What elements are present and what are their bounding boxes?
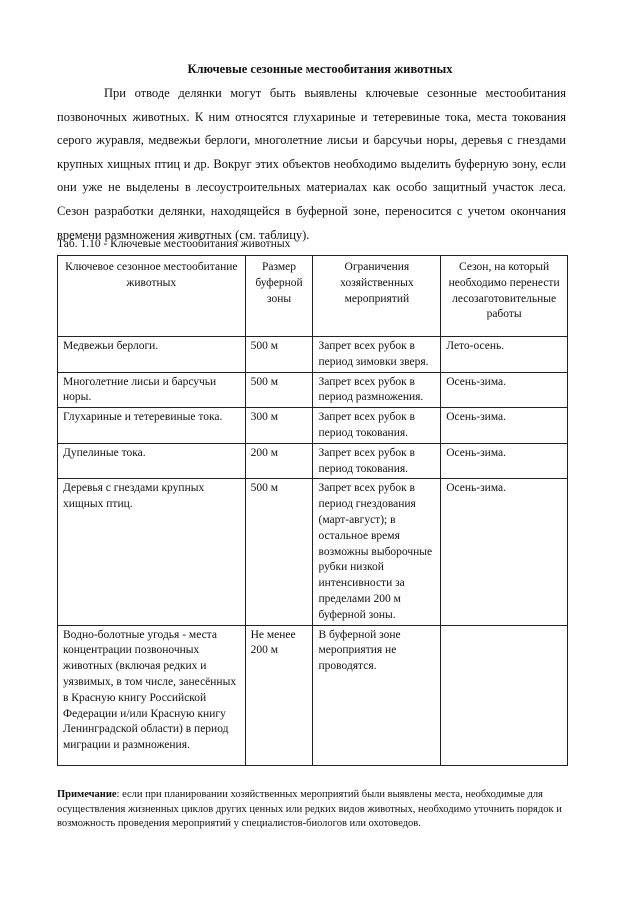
cell-buffer: 500 м: [245, 372, 313, 408]
cell-restrictions: Запрет всех рубок в период размножения.: [313, 372, 441, 408]
table-row: [58, 372, 568, 408]
cell-restrictions: Запрет всех рубок в период токования.: [313, 443, 441, 479]
cell-buffer: 200 м: [245, 443, 313, 479]
cell-buffer: 300 м: [245, 408, 313, 444]
cell-restrictions: Запрет всех рубок в период гнездования (март-август); в остальное время возможны выборочные рубки низкой интенсивности за пределами 200 м буферной зоны.: [313, 479, 441, 625]
table-note: [57, 788, 569, 832]
header-cell-season: Сезон, на который необходимо перенести лесозаготовительные работы: [441, 256, 568, 337]
header-cell-restrictions: Ограничения хозяйственных мероприятий: [313, 256, 441, 337]
header-cell-habitat: Ключевое сезонное местообитание животных: [58, 256, 246, 337]
cell-buffer: Не менее 200 м: [245, 625, 313, 765]
table-header-row: [58, 256, 568, 337]
cell-habitat: Деревья с гнездами крупных хищных птиц.: [58, 479, 246, 625]
cell-season: Осень-зима.: [441, 408, 568, 444]
cell-restrictions: Запрет всех рубок в период зимовки зверя.: [313, 337, 441, 373]
habitats-table: [57, 255, 568, 766]
cell-restrictions: В буферной зоне мероприятия не проводятся.: [313, 625, 441, 765]
table-row: [58, 479, 568, 625]
table-row: [58, 625, 568, 765]
intro-paragraph: При отводе делянки могут быть выявлены ключевые сезонные местообитания позвоночных животных. К ним относятся глухариные и тетеревиные тока, места токования серого журавля, медвежьи берлоги, многолетние лисьи и барсучьи норы, деревья с гнездами крупных хищных птиц и др. Вокруг этих объектов необходимо выделить буферную зону, если они уже не выделены в лесоустроительных материалах как особо защитный участок леса. Сезон разработки делянки, находящейся в буферной зоне, переносится с учетом окончания времени размножения животных (см. таблицу).: [57, 86, 566, 242]
cell-season: Осень-зима.: [441, 479, 568, 625]
cell-season: Осень-зима.: [441, 372, 568, 408]
cell-habitat: Медвежьи берлоги.: [58, 337, 246, 373]
cell-habitat: Глухариные и тетеревиные тока.: [58, 408, 246, 444]
section-heading: Ключевые сезонные местообитания животных: [187, 62, 453, 76]
cell-habitat: Многолетние лисьи и барсучьи норы.: [58, 372, 246, 408]
cell-habitat: Дупелиные тока.: [58, 443, 246, 479]
cell-buffer: 500 м: [245, 337, 313, 373]
note-label: Примечание: [57, 789, 117, 800]
header-cell-buffer: Размер буферной зоны: [245, 256, 313, 337]
note-text: : если при планировании хозяйственных мероприятий были выявлены места, необходимые для осуществления жизненных циклов других ценных или редких видов животных, необходимо уточнить порядок и возможность проведения мероприятий у специалистов-биологов или охотоведов.: [57, 789, 562, 830]
cell-season: [441, 625, 568, 765]
cell-habitat: Водно-болотные угодья - места концентрации позвоночных животных (включая редких и уязвимых, в том числе, занесённых в Красную книгу Российской Федерации и/или Красную книгу Ленинградской области) в период миграции и размножения.: [58, 625, 246, 765]
table-row: [58, 443, 568, 479]
table-caption: Таб. 1.10 - Ключевые местообитания животных: [57, 238, 291, 250]
cell-season: Осень-зима.: [441, 443, 568, 479]
cell-season: Лето-осень.: [441, 337, 568, 373]
table-row: [58, 408, 568, 444]
cell-restrictions: Запрет всех рубок в период токования.: [313, 408, 441, 444]
table-row: [58, 337, 568, 373]
cell-buffer: 500 м: [245, 479, 313, 625]
